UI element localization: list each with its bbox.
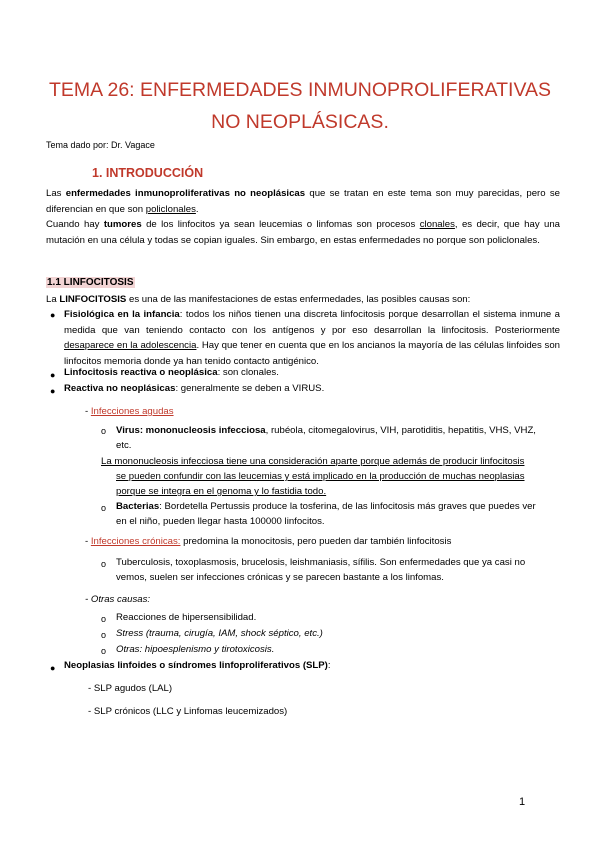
text-bold: enfermedades inmunoproliferativas no neoplásicas <box>65 188 306 199</box>
linfocitosis-heading: 1.1 LINFOCITOSIS <box>47 277 134 288</box>
bullet-reactiva-no-neoplasica <box>64 383 324 394</box>
mono-line-2: se pueden confundir con las leucemias y está implicado en la producción de muchas neoplasias <box>116 471 525 482</box>
infecciones-cronicas <box>85 536 451 547</box>
circle-bullet-icon: o <box>101 503 107 513</box>
linfocitosis-lead <box>46 292 560 308</box>
text-bold: Neoplasias linfoides o síndromes linfoproliferativos (SLP) <box>64 660 328 671</box>
bullet-reactiva-neoplasica <box>64 367 279 378</box>
text-bold: tumores <box>103 219 142 230</box>
text-underline: desaparece en la adolescencia <box>64 340 197 351</box>
cronicas-item-line-1: Tuberculosis, toxoplasmosis, brucelosis, leishmaniasis, sífilis. Son enfermedades que ya casi no <box>116 557 526 568</box>
text: : todos los niños tienen una discreta linfocitosis porque desarrollan el sistema inmune a medida que van teniendo contacto con los antígenos y por eso desarrollan la linfocitosis. Posteriormente <box>64 309 560 336</box>
text: . <box>195 203 199 215</box>
circle-bullet-icon: o <box>101 559 107 569</box>
text: : son clonales. <box>217 367 279 378</box>
text: es una de las manifestaciones de estas enfermedades, las posibles causas son: <box>126 294 471 305</box>
bullet-icon: ● <box>50 370 56 380</box>
slp-agudos: - SLP agudos (LAL) <box>88 683 173 694</box>
text: , rubéola, citomegalovirus, VIH, parotiditis, hepatitis, VHS, VHZ, <box>265 425 536 436</box>
text: que se tratan en este tema son muy parecidas, pero se diferencian en que son <box>46 188 560 215</box>
text-bold: LINFOCITOSIS <box>59 294 127 305</box>
bullet-icon: ● <box>50 663 56 673</box>
bullet-icon: ● <box>50 386 56 396</box>
bullet-fisiologica <box>64 307 560 369</box>
text-bold: Bacterias <box>116 501 160 512</box>
text-underline: clonales <box>419 219 455 230</box>
text-italic: Otras causas: <box>90 594 151 605</box>
page-number: 1 <box>519 796 526 808</box>
text-red-underline: Infecciones crónicas: <box>90 536 181 547</box>
text-bold: Linfocitosis reactiva o neoplásica <box>64 367 218 378</box>
text: , es decir, que hay una mutación en una célula y todas se copian iguales. Sin embargo, en estas enfermedades no porque son policlonales. <box>46 219 561 246</box>
intro-paragraph-1 <box>46 186 560 217</box>
dash: - <box>85 536 91 547</box>
text: La <box>46 294 60 305</box>
text: : generalmente se deben a VIRUS. <box>175 383 325 394</box>
intro-paragraph-2 <box>46 217 560 248</box>
virus-etc: etc. <box>116 440 132 451</box>
text: Cuando hay <box>46 219 104 230</box>
dash: - <box>85 406 91 417</box>
bullet-neoplasias <box>64 660 331 671</box>
bacterias-line-1 <box>116 501 536 512</box>
tema-dado: Tema dado por: Dr. Vagace <box>46 140 155 150</box>
title-line-1: TEMA 26: ENFERMEDADES INMUNOPROLIFERATIVAS <box>48 79 552 101</box>
otras-causas <box>85 594 150 605</box>
bullet-icon: ● <box>50 310 56 320</box>
circle-bullet-icon: o <box>101 426 107 436</box>
circle-bullet-icon: o <box>101 614 107 624</box>
circle-bullet-icon: o <box>101 630 107 640</box>
text: predomina la monocitosis, pero pueden dar también linfocitosis <box>180 536 452 547</box>
slp-cronicos: - SLP crónicos (LLC y Linfomas leucemizados) <box>88 706 288 717</box>
text-red-underline: Infecciones agudas <box>90 406 174 417</box>
text: : Bordetella Pertussis produce la tosferina, de las linfocitosis más graves que puedes ver <box>159 501 536 512</box>
text-underline: policlonales <box>145 203 196 215</box>
cronicas-item-line-2: vemos, suelen ser infecciones crónicas y se parecen bastante a los linfomas. <box>116 572 444 583</box>
otras-item-1: Reacciones de hipersensibilidad. <box>116 612 257 623</box>
intro-heading: 1. INTRODUCCIÓN <box>92 166 204 180</box>
text: de los linfocitos ya sean leucemias o linfomas son procesos <box>141 219 420 230</box>
otras-item-2: Stress (trauma, cirugía, IAM, shock séptico, etc.) <box>116 628 323 639</box>
text: : <box>327 660 331 671</box>
virus-item <box>116 425 536 436</box>
infecciones-agudas <box>85 406 174 417</box>
dash: - <box>85 594 91 605</box>
text-bold: Reactiva no neoplásicas <box>64 383 176 394</box>
mono-line-3: porque se integra en el genoma y lo fastidia todo. <box>116 486 327 497</box>
bacterias-line-2: en el niño, pueden llegar hasta 100000 linfocitos. <box>116 516 325 527</box>
title-line-2: NO NEOPLÁSICAS. <box>211 111 389 133</box>
text-bold: Virus: mononucleosis infecciosa <box>116 425 266 436</box>
otras-item-3: Otras: hipoesplenismo y tirotoxicosis. <box>116 644 275 655</box>
circle-bullet-icon: o <box>101 646 107 656</box>
text-bold: Fisiológica en la infancia <box>64 309 180 320</box>
text: Las <box>46 188 66 199</box>
text: . Hay que tener en cuenta que en los ancianos la mayoría de las células linfoides son linfocitos memoria donde ya han tenido contacto antigénico. <box>64 340 561 367</box>
mono-line-1: La mononucleosis infecciosa tiene una consideración aparte porque además de producir linfocitosis <box>101 456 525 467</box>
